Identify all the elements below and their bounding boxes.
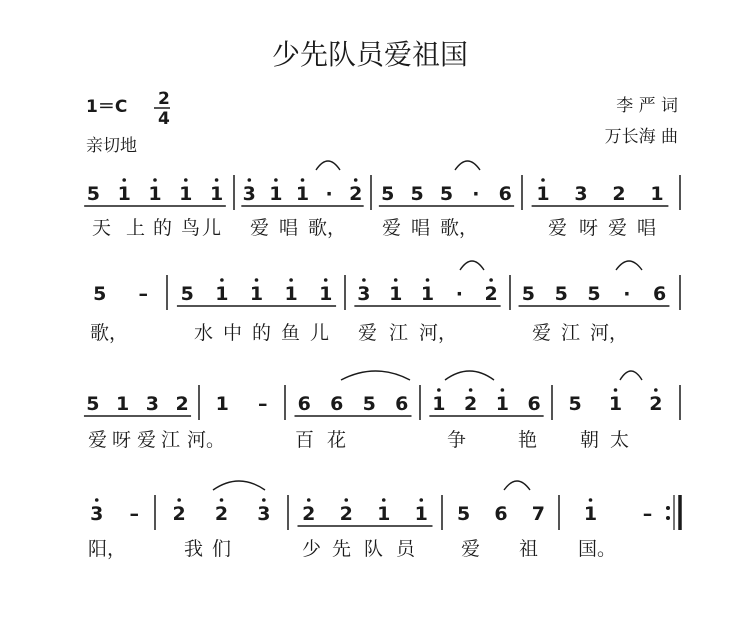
lyric-syllable: 水 — [194, 322, 214, 344]
note: 3 — [145, 393, 159, 415]
lyric-syllable: 少 — [302, 538, 322, 560]
octave-dot — [501, 388, 505, 392]
lyric-syllable: 祖 — [519, 538, 539, 560]
note: 5 — [86, 183, 101, 205]
note: 5 — [568, 393, 582, 415]
lyric-syllable: 员 — [396, 538, 416, 560]
note: 5 — [554, 283, 568, 305]
slur — [316, 161, 340, 170]
lyric-syllable: 爱 — [532, 322, 552, 344]
lyric-syllable: 呀 — [579, 217, 599, 239]
note: 1 — [389, 283, 403, 305]
slur — [455, 161, 480, 170]
note: 1 — [215, 393, 229, 415]
slur — [445, 371, 494, 380]
lyric-syllable: 歌， — [440, 217, 479, 239]
note: · — [623, 283, 631, 305]
note: 3 — [357, 283, 371, 305]
note: 6 — [652, 283, 667, 305]
note: 2 — [464, 393, 478, 415]
lyric-syllable: 儿 — [202, 217, 222, 239]
octave-dot — [589, 498, 593, 502]
lyric-syllable: 的 — [252, 322, 272, 344]
note: 1 — [414, 503, 428, 525]
note: 2 — [214, 503, 229, 525]
note: 1 — [116, 393, 130, 415]
repeat-dot — [666, 506, 670, 510]
note: 1 — [432, 393, 446, 415]
lyric-syllable: 江 — [389, 322, 409, 344]
note: 5 — [439, 183, 454, 205]
note: 1 — [249, 283, 264, 305]
octave-dot — [248, 178, 252, 182]
note: 2 — [302, 503, 316, 525]
lyric-syllable: 天 — [92, 217, 112, 239]
note: 3 — [242, 183, 256, 205]
lyric-syllable: 爱 — [461, 538, 481, 560]
note: 2 — [172, 503, 186, 525]
lyric-syllable: 歌， — [308, 217, 347, 239]
note: 6 — [498, 183, 512, 205]
lyric-syllable: 河。 — [187, 429, 226, 451]
note: 2 — [339, 503, 353, 525]
note: – — [129, 503, 139, 525]
lyric-syllable: 歌， — [90, 322, 129, 344]
note: 1 — [148, 183, 162, 205]
lyric-syllable: 们 — [212, 538, 232, 560]
time-signature-bottom: 4 — [158, 109, 170, 129]
note: 1 — [420, 283, 435, 305]
lyric-syllable: 中 — [223, 322, 243, 344]
note: 1 — [583, 503, 598, 525]
lyric-syllable: 爱 — [250, 217, 270, 239]
octave-dot — [122, 178, 126, 182]
note: 3 — [257, 503, 271, 525]
lyric-syllable: 江 — [161, 429, 181, 451]
note: – — [138, 283, 148, 305]
note: 1 — [319, 283, 333, 305]
note: 6 — [297, 393, 311, 415]
octave-dot — [289, 278, 293, 282]
note: 2 — [612, 183, 626, 205]
slur — [504, 481, 530, 490]
lyric-syllable: 爱 — [137, 429, 157, 451]
lyric-syllable: 爱 — [608, 217, 628, 239]
slur — [213, 481, 265, 490]
lyric-syllable: 上 — [126, 217, 146, 239]
note: 1 — [117, 183, 131, 205]
octave-dot — [255, 278, 259, 282]
note: 3 — [90, 503, 104, 525]
note: 2 — [175, 393, 189, 415]
key-signature — [86, 89, 170, 129]
time-signature-top: 2 — [158, 89, 170, 109]
note: 5 — [93, 283, 107, 305]
note: 5 — [457, 503, 471, 525]
octave-dot — [419, 498, 423, 502]
composer-credit: 万长海 曲 — [604, 127, 678, 147]
lyric-syllable: 的 — [153, 217, 173, 239]
octave-dot — [489, 278, 493, 282]
note: · — [325, 183, 333, 205]
note: 2 — [484, 283, 498, 305]
octave-dot — [541, 178, 545, 182]
octave-dot — [362, 278, 366, 282]
note: 5 — [587, 283, 601, 305]
note: 1 — [495, 393, 509, 415]
lyric-syllable: 我 — [184, 538, 204, 560]
note: 1 — [284, 283, 298, 305]
octave-dot — [344, 498, 348, 502]
notation-layer — [84, 161, 680, 560]
lyric-syllable: 河， — [590, 322, 629, 344]
lyric-syllable: 爱 — [358, 322, 378, 344]
slur — [341, 371, 410, 380]
octave-dot — [382, 498, 386, 502]
lyric-syllable: 太 — [610, 429, 630, 451]
slur — [460, 261, 484, 270]
octave-dot — [262, 498, 266, 502]
lyric-syllable: 爱 — [548, 217, 568, 239]
octave-dot — [469, 388, 473, 392]
lyric-syllable: 百 — [295, 429, 315, 451]
slur — [616, 261, 642, 270]
lyric-syllable: 呀 — [112, 429, 132, 451]
lyric-syllable: 河， — [419, 322, 458, 344]
song-title: 少先队员爱祖国 — [271, 38, 469, 71]
lyric-syllable: 江 — [561, 322, 581, 344]
note: · — [472, 183, 480, 205]
lyric-syllable: 朝 — [580, 429, 600, 451]
octave-dot — [307, 498, 311, 502]
slur — [620, 371, 642, 380]
note: 7 — [531, 503, 545, 525]
lyric-syllable: 阳， — [88, 538, 127, 560]
note: 3 — [574, 183, 588, 205]
note: 6 — [494, 503, 508, 525]
note: 1 — [269, 183, 283, 205]
note: 5 — [180, 283, 194, 305]
octave-dot — [220, 278, 224, 282]
key-tonic: 1＝C — [86, 97, 128, 117]
octave-dot — [177, 498, 181, 502]
note: 1 — [179, 183, 193, 205]
lyric-syllable: 艳 — [518, 429, 538, 451]
note: 6 — [330, 393, 344, 415]
lyric-syllable: 唱 — [411, 217, 431, 239]
note: 5 — [86, 393, 100, 415]
note: 1 — [650, 183, 664, 205]
note: 1 — [377, 503, 391, 525]
lyricist-credit: 李 严 词 — [616, 96, 678, 116]
note: 1 — [608, 393, 623, 415]
octave-dot — [215, 178, 219, 182]
note: 5 — [410, 183, 424, 205]
note: 5 — [381, 183, 395, 205]
lyric-syllable: 队 — [364, 538, 384, 560]
note: 6 — [395, 393, 409, 415]
note: 2 — [649, 393, 663, 415]
octave-dot — [394, 278, 398, 282]
octave-dot — [354, 178, 358, 182]
octave-dot — [184, 178, 188, 182]
octave-dot — [220, 498, 224, 502]
lyric-syllable: 争 — [447, 429, 467, 451]
octave-dot — [614, 388, 618, 392]
octave-dot — [654, 388, 658, 392]
lyric-syllable: 鸟 — [181, 217, 201, 239]
lyric-syllable: 鱼 — [281, 322, 301, 344]
lyric-syllable: 花 — [327, 429, 347, 451]
note: · — [455, 283, 463, 305]
note: 1 — [209, 183, 224, 205]
octave-dot — [153, 178, 157, 182]
octave-dot — [301, 178, 305, 182]
lyric-syllable: 儿 — [310, 322, 330, 344]
octave-dot — [274, 178, 278, 182]
lyric-syllable: 唱 — [279, 217, 299, 239]
lyric-syllable: 爱 — [88, 429, 108, 451]
note: 2 — [349, 183, 363, 205]
lyric-syllable: 爱 — [382, 217, 402, 239]
note: 1 — [536, 183, 550, 205]
note: 5 — [362, 393, 376, 415]
note: 1 — [215, 283, 229, 305]
note: – — [642, 503, 653, 525]
note: – — [258, 393, 268, 415]
repeat-dot — [666, 516, 670, 520]
note: 5 — [521, 283, 536, 305]
octave-dot — [426, 278, 430, 282]
tempo-marking: 亲切地 — [86, 136, 137, 156]
octave-dot — [324, 278, 328, 282]
octave-dot — [95, 498, 99, 502]
octave-dot — [437, 388, 441, 392]
note: 1 — [295, 183, 310, 205]
lyric-syllable: 国。 — [578, 538, 617, 560]
lyric-syllable: 唱 — [637, 217, 657, 239]
note: 6 — [527, 393, 541, 415]
lyric-syllable: 先 — [332, 538, 352, 560]
